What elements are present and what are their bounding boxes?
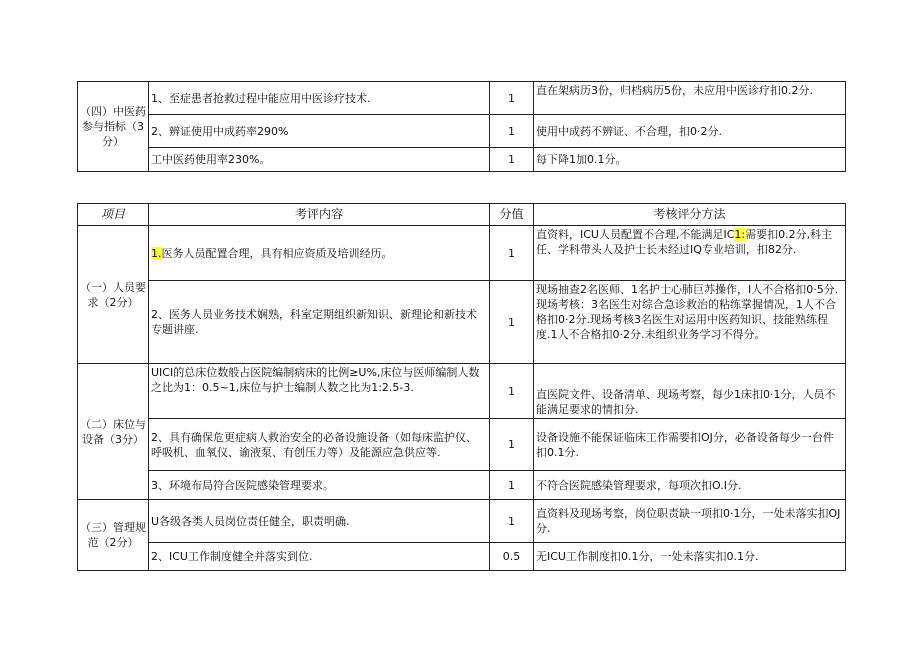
content-cell: 2、具有确保危更症病人救治安全的必备设施设备（如每床监护仪、呼吸机、血氧仪、谕液泵、有创压力等）及能源应急供应等.	[149, 419, 490, 471]
method-cell: 直医院文件、设备清单、现场考察，每少1床扣0·1分，人员不能满足要求的情扣分.	[534, 364, 846, 419]
table-row	[78, 543, 846, 571]
table-row	[78, 115, 846, 148]
table-row	[78, 82, 846, 115]
highlight-mark: 1:	[734, 228, 746, 241]
score-cell: 1	[490, 364, 534, 419]
content-cell: 2、ICU工作制度健全并落实到位.	[149, 543, 490, 571]
table-row	[78, 419, 846, 471]
content-cell: 2、辨证使用中成药率290%	[149, 115, 490, 148]
header-item: 项目	[78, 204, 149, 226]
category-cell: （四）中医药参与指标（3分）	[78, 82, 149, 172]
method-cell: 无ICU工作制度扣0.1分，一处未落实扣0.1分.	[534, 543, 846, 571]
score-cell: 1	[490, 419, 534, 471]
score-cell: 1	[490, 82, 534, 115]
method-cell: 使用中成药不辨证、不合理，扣0·2分.	[534, 115, 846, 148]
content-text: 医务人员配置合理，具有相应资质及培训经历。	[161, 246, 393, 260]
header-method: 考核评分方法	[534, 204, 846, 226]
table-header-row	[78, 204, 846, 226]
content-cell: 1、至症患者抢救过程中能应用中医诊疗技术.	[149, 82, 490, 115]
score-cell: 0.5	[490, 543, 534, 571]
score-cell: 1	[490, 226, 534, 281]
table-row	[78, 500, 846, 543]
content-cell	[149, 226, 490, 281]
table-row	[78, 364, 846, 419]
method-cell: 现场抽查2名医师、1名护士心肺巨苏操作，I人不合格扣0·5分.现场考核：3名医生对综合急诊救治的粘练掌握情况，1人不合格扣0·2分.现场考核3名医生对运用中医药知识、技能熟练程度.1人不合格扣0·2分.未组织业务学习不得分。	[534, 281, 846, 364]
method-cell: 不符合医院感染管理要求，每项次扣O.I分.	[534, 471, 846, 500]
method-cell	[534, 226, 846, 281]
method-cell: 设备设施不能保证临床工作需要扣OJ分，必备设备每少一台件扣0.1分.	[534, 419, 846, 471]
score-cell: 1	[490, 471, 534, 500]
header-score: 分值	[490, 204, 534, 226]
method-text-pre: 直资料，ICU人员配置不合理,不能满足IC	[536, 228, 735, 241]
content-cell: U各级各类人员岗位责任健全，职责明确.	[149, 500, 490, 543]
table-tcm-indicators	[77, 81, 846, 172]
score-cell: 1	[490, 115, 534, 148]
method-cell: 直资料及现场考察，岗位职责缺一项扣0·1分，一处未落实扣OJ分.	[534, 500, 846, 543]
method-cell: 直在架病历3份，归档病历5份，未应用中医诊疗扣0.2分.	[534, 82, 846, 115]
content-cell: 3、环境布局符合医院感染管理要求。	[149, 471, 490, 500]
header-content: 考评内容	[149, 204, 490, 226]
category-cell: （三）管理规范（2分）	[78, 500, 149, 571]
content-cell: 2、医务人员业务技术娴熟，科室定期组织新知识、新理论和新技术专题讲座.	[149, 281, 490, 364]
table-row	[78, 148, 846, 172]
score-cell: 1	[490, 500, 534, 543]
table-row	[78, 226, 846, 281]
method-text-post: 需要扣0.2分,科主任、学科带头人及护士长未经过IQ专业培训，扣82分.	[536, 228, 833, 256]
table-row	[78, 281, 846, 364]
category-cell: （二）床位与设备（3分）	[78, 364, 149, 500]
table-row	[78, 471, 846, 500]
score-cell: 1	[490, 281, 534, 364]
method-cell: 每下降1加0.1分。	[534, 148, 846, 172]
score-cell: 1	[490, 148, 534, 172]
content-cell: 工中医药使用率230%。	[149, 148, 490, 172]
category-cell: （一）人员要求（2分）	[78, 226, 149, 364]
table-icu-evaluation	[77, 203, 846, 571]
content-cell: UICI的总床位数般占医院编制病床的比例≥U%,床位与医师编制人数之比为1：0.5~1,床位与护士编制人数之比为1:2.5-3.	[149, 364, 490, 419]
highlight-mark: 1.	[151, 246, 162, 260]
